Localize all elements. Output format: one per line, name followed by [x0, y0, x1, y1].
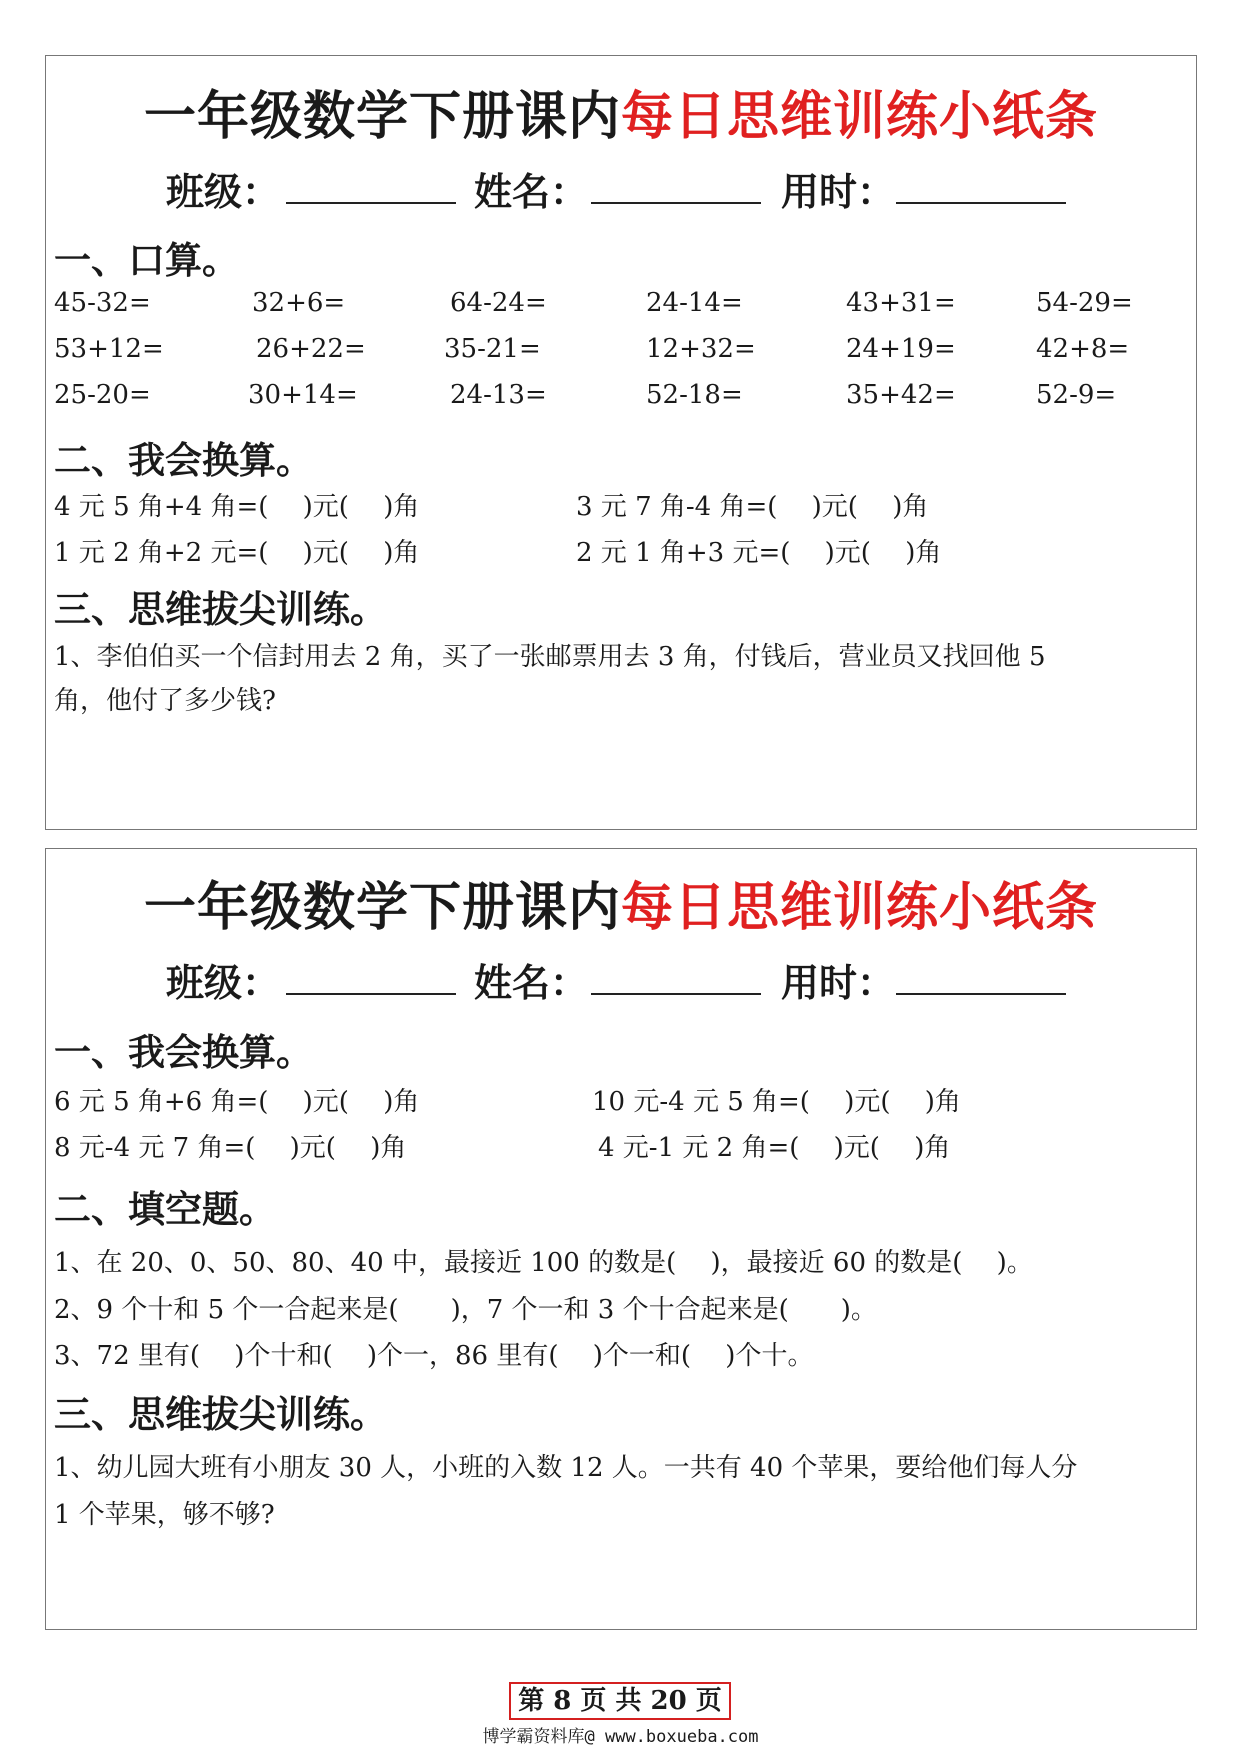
calc-item: 64-24= [450, 288, 547, 318]
section-heading: 一、口算。 [54, 238, 239, 282]
section-heading: 二、我会换算。 [54, 438, 313, 482]
section-heading: 三、思维拔尖训练。 [54, 1392, 387, 1436]
name-blank [591, 993, 761, 995]
calc-item: 52-9= [1036, 380, 1117, 410]
problem-text: 1、幼儿园大班有小朋友 30 人，小班的入数 12 人。一共有 40 个苹果，要给他们每人分 [54, 1453, 1078, 1483]
conversion-item: 10 元-4 元 5 角=( )元( )角 [592, 1087, 961, 1117]
worksheet-card-1 [45, 55, 1197, 830]
conversion-item: 3 元 7 角-4 角=( )元( )角 [576, 492, 929, 522]
class-blank [286, 202, 456, 204]
calc-item: 12+32= [646, 334, 756, 364]
time-blank [896, 993, 1066, 995]
conversion-item: 4 元-1 元 2 角=( )元( )角 [598, 1133, 951, 1163]
calc-item: 25-20= [54, 380, 151, 410]
name-label: 姓名： [474, 169, 589, 214]
calc-item: 54-29= [1036, 288, 1133, 318]
calc-item: 45-32= [54, 288, 151, 318]
calc-item: 53+12= [54, 334, 164, 364]
calc-item: 24-13= [450, 380, 547, 410]
class-label: 班级： [166, 169, 281, 214]
problem-text: 1 个苹果，够不够? [54, 1500, 275, 1530]
calc-item: 32+6= [252, 288, 346, 318]
calc-item: 26+22= [256, 334, 366, 364]
card-title [46, 865, 1196, 940]
watermark: 博学霸资料库@ www.boxueba.com [482, 1727, 759, 1747]
title-black: 一年级数学下册课内 [143, 86, 621, 147]
section-heading: 一、我会换算。 [54, 1030, 313, 1074]
section-heading: 二、填空题。 [54, 1187, 276, 1231]
conversion-item: 6 元 5 角+6 角=( )元( )角 [54, 1087, 420, 1117]
conversion-item: 1 元 2 角+2 元=( )元( )角 [54, 538, 420, 568]
time-label: 用时： [781, 960, 896, 1005]
calc-item: 24+19= [846, 334, 956, 364]
worksheet-card-2 [45, 848, 1197, 1630]
calc-item: 35-21= [444, 334, 541, 364]
calc-item: 24-14= [646, 288, 743, 318]
title-black: 一年级数学下册课内 [143, 877, 621, 938]
conversion-item: 2 元 1 角+3 元=( )元( )角 [576, 538, 942, 568]
title-red: 每日思维训练小纸条 [621, 877, 1099, 938]
class-blank [286, 993, 456, 995]
title-red: 每日思维训练小纸条 [621, 86, 1099, 147]
name-blank [591, 202, 761, 204]
calc-item: 35+42= [846, 380, 956, 410]
calc-item: 43+31= [846, 288, 956, 318]
page-indicator: 第 8 页 共 20 页 [509, 1682, 731, 1720]
time-blank [896, 202, 1066, 204]
card-title [46, 74, 1196, 149]
name-label: 姓名： [474, 960, 589, 1005]
conversion-item: 8 元-4 元 7 角=( )元( )角 [54, 1133, 407, 1163]
problem-text: 角，他付了多少钱? [54, 686, 276, 716]
calc-item: 42+8= [1036, 334, 1130, 364]
fill-item: 1、在 20、0、50、80、40 中，最接近 100 的数是( )，最接近 60 的数是( )。 [54, 1248, 1033, 1278]
problem-text: 1、李伯伯买一个信封用去 2 角，买了一张邮票用去 3 角，付钱后，营业员又找回他 5 [54, 642, 1046, 672]
calc-item: 30+14= [248, 380, 358, 410]
time-label: 用时： [781, 169, 896, 214]
fill-item: 2、9 个十和 5 个一合起来是( )，7 个一和 3 个十合起来是( )。 [54, 1295, 877, 1325]
section-heading: 三、思维拔尖训练。 [54, 587, 387, 631]
calc-item: 52-18= [646, 380, 743, 410]
fill-item: 3、72 里有( )个十和( )个一，86 里有( )个一和( )个十。 [54, 1341, 814, 1371]
class-label: 班级： [166, 960, 281, 1005]
conversion-item: 4 元 5 角+4 角=( )元( )角 [54, 492, 420, 522]
